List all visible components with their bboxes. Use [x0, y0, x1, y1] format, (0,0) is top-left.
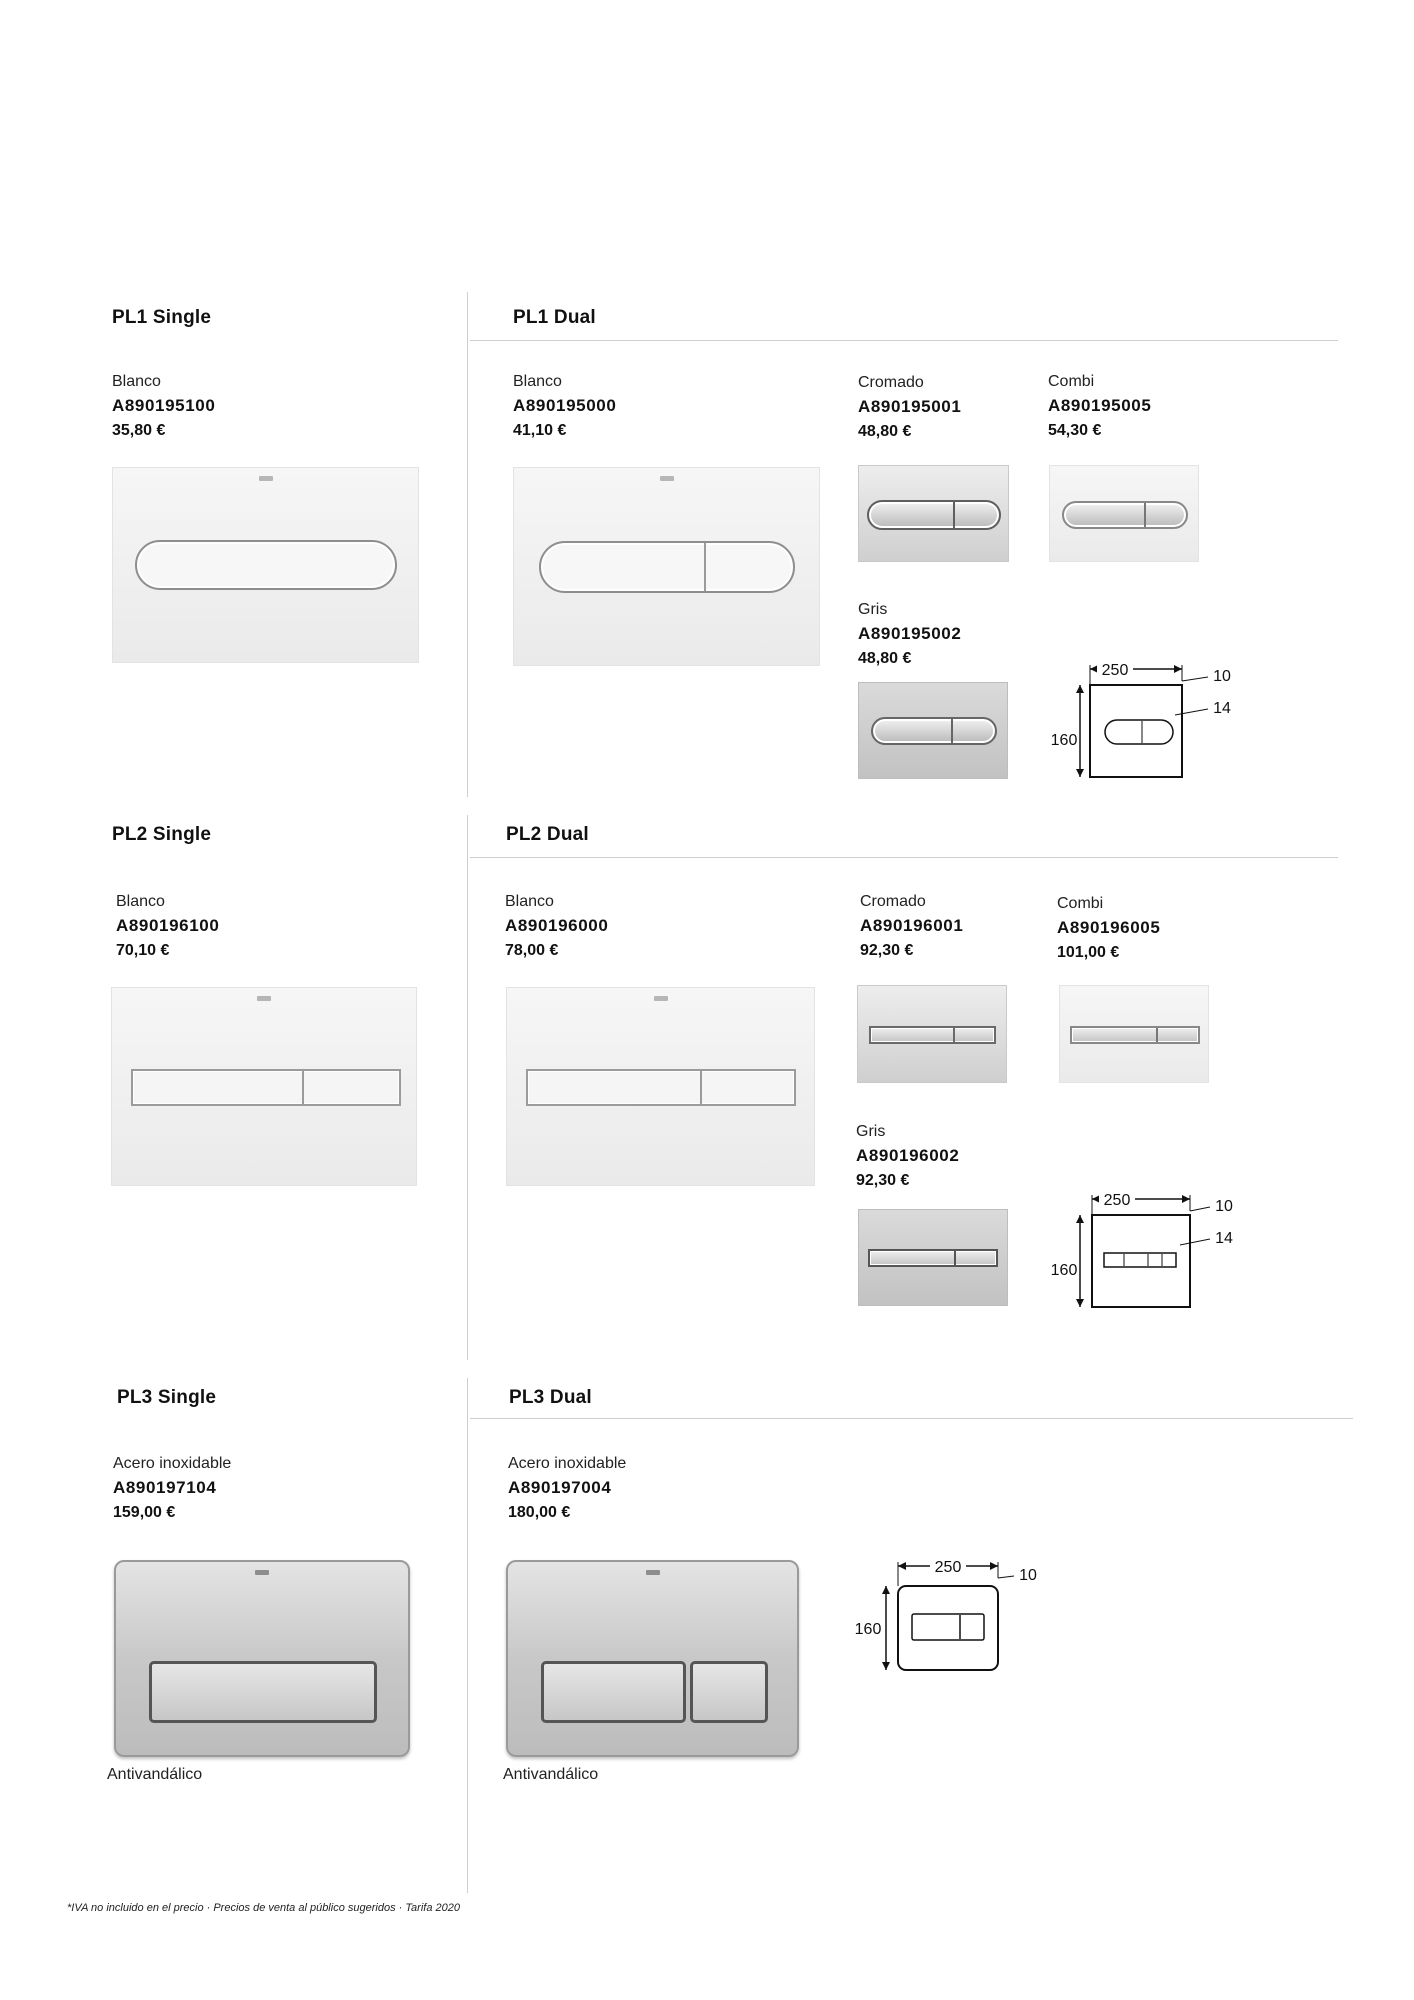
pl3-single-title: PL3 Single [117, 1387, 217, 1408]
antivandal-note: Antivandálico [107, 1766, 203, 1783]
product-price: 159,00 € [113, 1504, 176, 1521]
plate-pl1-dual-combi [1049, 465, 1199, 562]
flush-button-dual [1062, 501, 1188, 529]
flush-button-dual [539, 541, 795, 593]
product-color: Cromado [860, 893, 926, 910]
flush-button-dual [541, 1661, 686, 1723]
flush-button [149, 1661, 377, 1723]
product-pl2-dual-blanco [505, 890, 608, 963]
plate-pl1-dual-gris [858, 682, 1008, 779]
product-code: A890196100 [116, 916, 220, 935]
dimension-diagram-pl3 [850, 1548, 1050, 1678]
brand-logo [259, 476, 273, 481]
product-pl2-dual-gris [856, 1120, 959, 1193]
product-code: A890196000 [505, 916, 609, 935]
flush-button-dual [871, 717, 997, 745]
product-color: Cromado [858, 374, 924, 391]
plate-pl3-single-acero [114, 1560, 410, 1757]
product-price: 54,30 € [1048, 422, 1102, 439]
flush-button-dual [868, 1249, 998, 1267]
plate-pl1-single-blanco [112, 467, 419, 663]
product-price: 41,10 € [513, 422, 567, 439]
product-pl1-dual-combi [1048, 370, 1151, 443]
pl3-divider [470, 1418, 1353, 1419]
dim-height: 160 [854, 1621, 882, 1638]
antivandal-note: Antivandálico [503, 1766, 599, 1783]
product-code: A890195000 [513, 396, 617, 415]
product-price: 35,80 € [112, 422, 166, 439]
dim-width: 250 [934, 1559, 962, 1576]
product-color: Acero inoxidable [113, 1455, 232, 1472]
flush-button-dual [869, 1026, 996, 1044]
brand-logo [660, 476, 674, 481]
pl1-dual-title: PL1 Dual [513, 307, 596, 328]
brand-logo [255, 1570, 269, 1575]
product-color: Blanco [116, 893, 165, 910]
pl3-dual-title: PL3 Dual [509, 1387, 592, 1408]
pl1-single-title: PL1 Single [112, 307, 212, 328]
dim-depth: 10 [1213, 668, 1231, 685]
product-code: A890196005 [1057, 918, 1161, 937]
flush-button [135, 540, 397, 590]
brand-logo [654, 996, 668, 1001]
product-pl2-dual-cromado [860, 890, 963, 963]
plate-pl2-dual-cromado [857, 985, 1007, 1083]
plate-pl1-dual-cromado [858, 465, 1009, 562]
product-color: Blanco [513, 373, 562, 390]
product-price: 70,10 € [116, 942, 170, 959]
dim-height: 160 [1050, 1262, 1078, 1279]
product-pl2-dual-combi [1057, 892, 1160, 965]
dim-depth: 10 [1019, 1567, 1037, 1584]
product-code: A890195005 [1048, 396, 1152, 415]
dim-width: 250 [1103, 1192, 1131, 1209]
plate-pl2-dual-combi [1059, 985, 1209, 1083]
flush-button-dual [526, 1069, 796, 1106]
brand-logo [646, 1570, 660, 1575]
product-code: A890197104 [113, 1478, 217, 1497]
product-pl3-dual-acero [508, 1452, 626, 1525]
product-pl1-dual-cromado [858, 371, 961, 444]
dim-depth: 10 [1215, 1198, 1233, 1215]
footer-note: *IVA no incluido en el precio · Precios de venta al público sugeridos · Tarifa 2020 [67, 1902, 460, 1914]
plate-pl1-dual-blanco [513, 467, 820, 666]
pl3-column-divider [467, 1378, 468, 1893]
product-code: A890196001 [860, 916, 964, 935]
product-pl2-single-blanco [116, 890, 219, 963]
pl2-divider [470, 857, 1338, 858]
product-pl1-single-blanco [112, 370, 215, 443]
dim-width: 250 [1101, 662, 1129, 679]
plate-pl2-single-blanco [111, 987, 417, 1186]
product-color: Blanco [505, 893, 554, 910]
product-code: A890195002 [858, 624, 962, 643]
product-code: A890197004 [508, 1478, 612, 1497]
product-code: A890195100 [112, 396, 216, 415]
pl2-dual-title: PL2 Dual [506, 824, 589, 845]
pl2-column-divider [467, 815, 468, 1360]
product-color: Acero inoxidable [508, 1455, 627, 1472]
product-code: A890196002 [856, 1146, 960, 1165]
dim-button-depth: 14 [1213, 700, 1231, 717]
pl1-column-divider [467, 292, 468, 797]
plate-pl2-dual-gris [858, 1209, 1008, 1306]
product-price: 48,80 € [858, 423, 912, 440]
flush-button-dual-secondary [690, 1661, 768, 1723]
product-color: Gris [858, 601, 888, 618]
dim-height: 160 [1050, 732, 1078, 749]
product-price: 92,30 € [860, 942, 914, 959]
product-color: Blanco [112, 373, 161, 390]
pl2-single-title: PL2 Single [112, 824, 212, 845]
product-code: A890195001 [858, 397, 962, 416]
plate-pl3-dual-acero [506, 1560, 799, 1757]
dim-button-depth: 14 [1215, 1230, 1233, 1247]
product-price: 78,00 € [505, 942, 559, 959]
brand-logo [257, 996, 271, 1001]
product-color: Combi [1057, 895, 1104, 912]
product-price: 92,30 € [856, 1172, 910, 1189]
dimension-diagram-pl2 [1050, 1185, 1250, 1315]
flush-button [131, 1069, 401, 1106]
flush-button-dual [867, 500, 1001, 530]
dimension-diagram-pl1 [1050, 655, 1250, 785]
product-pl1-dual-blanco [513, 370, 616, 443]
product-color: Gris [856, 1123, 886, 1140]
product-price: 101,00 € [1057, 944, 1120, 961]
flush-button-dual [1070, 1026, 1200, 1044]
product-price: 180,00 € [508, 1504, 571, 1521]
pl1-divider [470, 340, 1338, 341]
product-pl1-dual-gris [858, 598, 961, 671]
product-pl3-single-acero [113, 1452, 231, 1525]
product-price: 48,80 € [858, 650, 912, 667]
product-color: Combi [1048, 373, 1095, 390]
plate-pl2-dual-blanco [506, 987, 815, 1186]
